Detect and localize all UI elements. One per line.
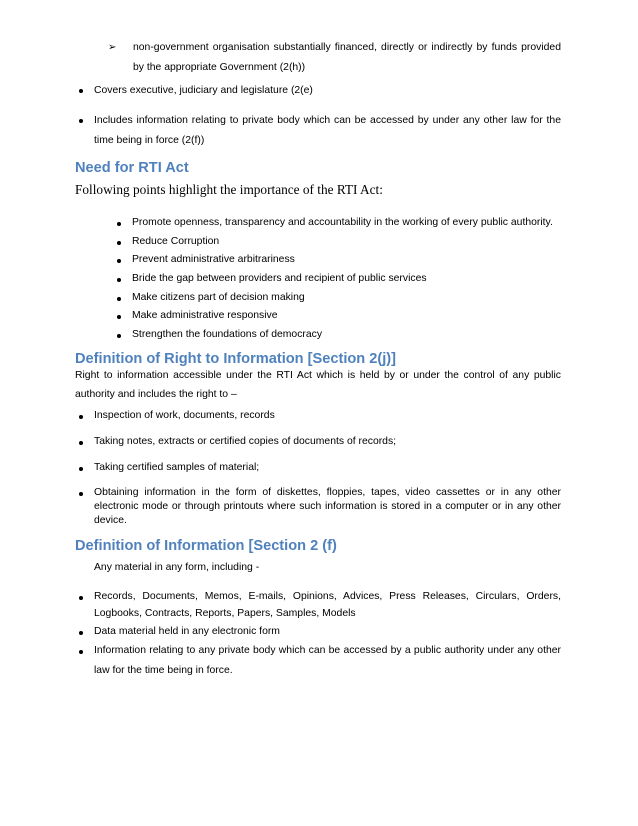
rti-item-4-line-1: Obtaining information in the form of diskettes, floppies, tapes, video cassettes or in any other bbox=[94, 487, 561, 498]
bullet-icon bbox=[117, 315, 121, 319]
bullet-icon bbox=[117, 334, 121, 338]
bullet-icon bbox=[79, 631, 83, 635]
rti-item-4-line-3: device. bbox=[94, 515, 127, 526]
bullet-icon bbox=[79, 441, 83, 445]
rti-item-4-line-2: electronic mode or through printouts where such information is stored in a computer or in any other bbox=[94, 501, 561, 512]
info-item-2: Data material held in any electronic form bbox=[94, 626, 280, 637]
section-heading-information-definition: Definition of Information [Section 2 (f) bbox=[75, 538, 337, 554]
bullet-icon bbox=[79, 467, 83, 471]
arrow-bullet-icon: ➢ bbox=[108, 42, 117, 53]
info-item-1-line-2: Logbooks, Contracts, Reports, Papers, Samples, Models bbox=[94, 608, 356, 619]
intro-item-1: Covers executive, judiciary and legislature (2(e) bbox=[94, 85, 313, 96]
rti-definition-para-line-1: Right to information accessible under the RTI Act which is held by or under the control of any public bbox=[75, 370, 561, 381]
need-item: Make citizens part of decision making bbox=[132, 292, 305, 303]
information-lead-text: Any material in any form, including - bbox=[94, 562, 260, 573]
need-item: Make administrative responsive bbox=[132, 310, 278, 321]
info-item-3-line-2: law for the time being in force. bbox=[94, 665, 233, 676]
sub-item-line-2: by the appropriate Government (2(h)) bbox=[133, 62, 306, 73]
bullet-icon bbox=[79, 119, 83, 123]
need-item: Prevent administrative arbitrariness bbox=[132, 254, 295, 265]
info-item-1-line-1: Records, Documents, Memos, E-mails, Opinions, Advices, Press Releases, Circulars, Orders, bbox=[94, 591, 561, 602]
bullet-icon bbox=[79, 650, 83, 654]
bullet-icon bbox=[117, 297, 121, 301]
rti-item-2: Taking notes, extracts or certified copies of documents of records; bbox=[94, 436, 397, 447]
rti-item-1: Inspection of work, documents, records bbox=[94, 410, 275, 421]
bullet-icon bbox=[117, 278, 121, 282]
intro-item-2-line-2: time being in force (2(f)) bbox=[94, 135, 205, 146]
bullet-icon bbox=[79, 415, 83, 419]
need-lead-text: Following points highlight the importance of the RTI Act: bbox=[75, 182, 383, 197]
section-heading-need: Need for RTI Act bbox=[75, 160, 189, 176]
need-item: Bride the gap between providers and recipient of public services bbox=[132, 273, 427, 284]
bullet-icon bbox=[79, 492, 83, 496]
sub-item-line-1: non-government organisation substantially financed, directly or indirectly by funds provided bbox=[133, 42, 561, 53]
bullet-icon bbox=[117, 259, 121, 263]
bullet-icon bbox=[117, 222, 121, 226]
info-item-3-line-1: Information relating to any private body which can be accessed by a public authority under any other bbox=[94, 645, 561, 656]
rti-item-3: Taking certified samples of material; bbox=[94, 462, 260, 473]
need-item: Strengthen the foundations of democracy bbox=[132, 329, 323, 340]
need-item: Reduce Corruption bbox=[132, 236, 220, 247]
need-item: Promote openness, transparency and accountability in the working of every public authority. bbox=[132, 217, 553, 228]
section-heading-rti-definition: Definition of Right to Information [Section 2(j)] bbox=[75, 351, 397, 367]
bullet-icon bbox=[117, 241, 121, 245]
rti-definition-para-line-2: authority and includes the right to – bbox=[75, 389, 237, 400]
bullet-icon bbox=[79, 89, 83, 93]
intro-item-2-line-1: Includes information relating to private body which can be accessed by under any other law for the bbox=[94, 115, 561, 126]
bullet-icon bbox=[79, 596, 83, 600]
